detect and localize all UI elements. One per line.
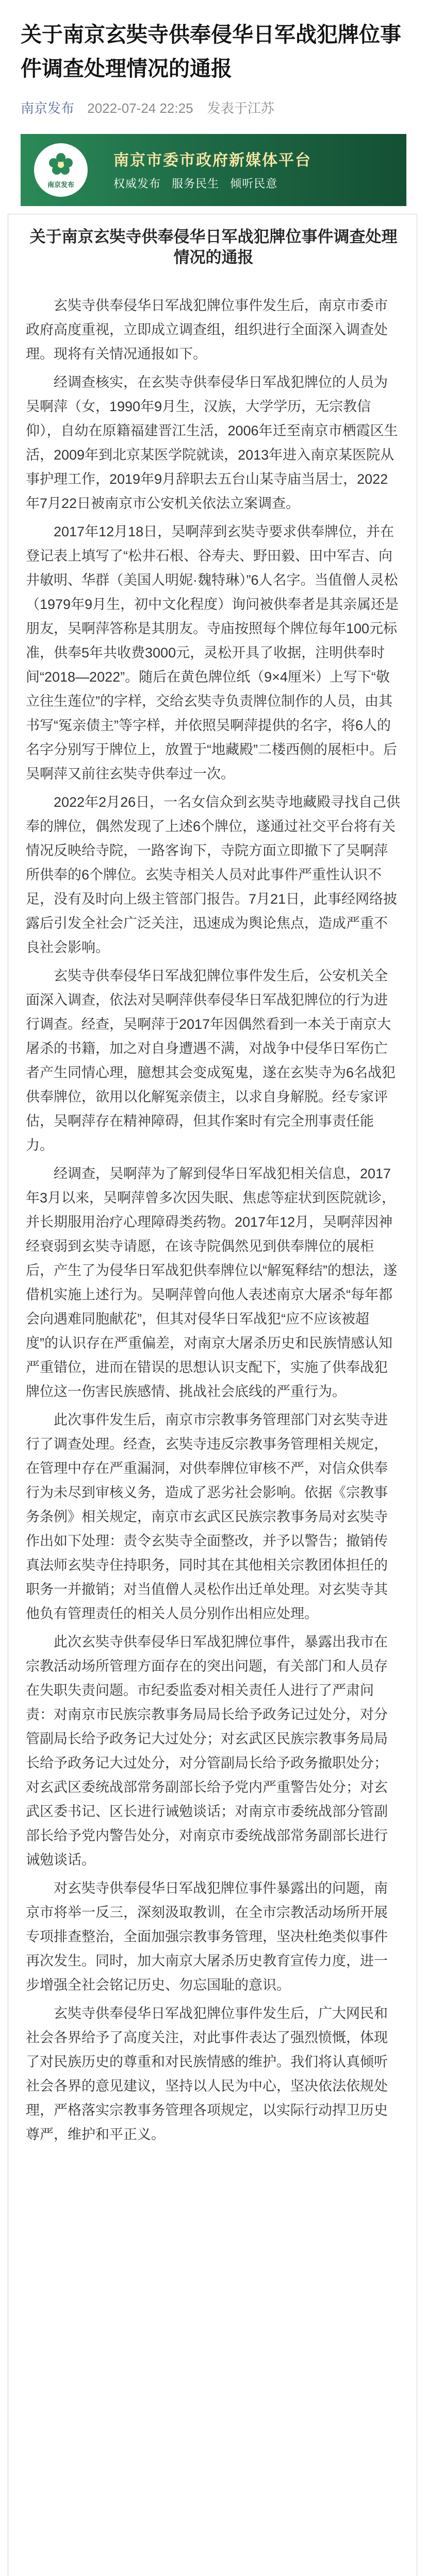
banner-slogan: 服务民生 bbox=[172, 177, 220, 190]
notice-body bbox=[26, 294, 401, 2151]
header-banner bbox=[21, 134, 406, 206]
paragraph: 此次事件发生后，南京市宗教事务管理部门对玄奘寺进行了调查处理。经查，玄奘寺违反宗教事务管理相关规定，在管理中存在严重漏洞，对供奉牌位审核不严，对信众供奉行为未尽到审核义务，造成了恶劣社会影响。依据《宗教事务条例》相关规定，南京市玄武区民族宗教事务局对玄奘寺作出如下处理：责令玄奘寺全面整改，并予以警告；撤销传真法师玄奘寺住持职务，同时其在其他相关宗教团体担任的职务一并撤销；对当值僧人灵松作出迁单处理。对玄奘寺其他负有管理责任的相关人员分别作出相应处理。 bbox=[26, 1412, 388, 1621]
paragraph: 对玄奘寺供奉侵华日军战犯牌位事件暴露出的问题，南京市将举一反三，深刻汲取教训，在全市宗教活动场所开展专项排查整治，全面加强宗教事务管理，坚决杜绝类似事件再次发生。同时，加大南京大屠杀历史教育宣传力度，进一步增强全社会铭记历史、勿忘国耻的意识。 bbox=[26, 1880, 388, 1993]
logo-label: 南京发布 bbox=[47, 181, 74, 189]
paragraph: 玄奘寺供奉侵华日军战犯牌位事件发生后，南京市委市政府高度重视，立即成立调查组，组织进行全面深入调查处理。现将有关情况通报如下。 bbox=[26, 298, 388, 362]
paragraph: 2022年2月26日，一名女信众到玄奘寺地藏殿寻找自己供奉的牌位，偶然发现了上述6个牌位，遂通过社交平台将有关情况反映给寺院，一路客询下，寺院方面立即撤下了吴啊萍所供奉的6个牌位。玄奘寺相关人员对此事件严重性认识不足，没有及时向上级主管部门报告。7月21日，此事经网络披露后引发全社会广泛关注，迅速成为舆论焦点，造成严重不良社会影响。 bbox=[26, 794, 401, 955]
article-meta bbox=[21, 98, 407, 117]
article-time: 2022-07-24 22:25 bbox=[87, 100, 193, 116]
notice-title: 关于南京玄奘寺供奉侵华日军战犯牌位事件调查处理情况的通报 bbox=[29, 228, 398, 266]
banner-slogans bbox=[113, 175, 392, 191]
plum-blossom-icon bbox=[40, 148, 81, 179]
banner-slogan: 倾听民意 bbox=[230, 177, 278, 190]
paragraph: 经调查核实，在玄奘寺供奉侵华日军战犯牌位的人员为吴啊萍（女，1990年9月生，汉族，大学学历，无宗教信仰），自幼在原籍福建晋江生活，2006年迁至南京市栖霞区生活，2009年到北京某医学院就读，2013年进入南京某医院从事护理工作，2019年9月辞职去五台山某寺庙当居士，2022年7月22日被南京市公安机关依法立案调查。 bbox=[26, 375, 398, 511]
banner-slogan: 权威发布 bbox=[113, 177, 161, 190]
article-title: 关于南京玄奘寺供奉侵华日军战犯牌位事件调查处理情况的通报 bbox=[21, 23, 401, 80]
article-source-link[interactable]: 南京发布 bbox=[21, 100, 75, 116]
nanjing-fabu-logo bbox=[34, 143, 88, 197]
paragraph: 玄奘寺供奉侵华日军战犯牌位事件发生后，广大网民和社会各界给予了高度关注，对此事件表达了强烈愤慨，体现了对民族历史的尊重和对民族情感的维护。我们将认真倾听社会各界的意见建议，坚持以人民为中心，坚决依法依规处理，严格落实宗教事务管理各项规定，以实际行动捍卫历史尊严，维护和平正义。 bbox=[26, 2006, 388, 2142]
paragraph: 经调查，吴啊萍为了解到侵华日军战犯相关信息，2017年3月以来，吴啊萍曾多次因失眠、焦虑等症状到医院就诊，并长期服用治疗心理障碍类药物。2017年12月，吴啊萍因神经衰弱到玄奘寺请愿，在该寺院偶然见到供奉牌位的展柜后，产生了为侵华日军战犯供奉牌位以“解冤释结”的想法，遂借机实施上述行为。吴啊萍曾向他人表述南京大屠杀“每年都会向遇难同胞献花”，但其对侵华日军战犯“应不应该被超度”的认识存在严重偏差，对南京大屠杀历史和民族情感认知严重错位，进而在错误的思想认识支配下，实施了供奉战犯牌位这一伤害民族感情、挑战社会底线的严重行为。 bbox=[26, 1166, 397, 1399]
paragraph: 玄奘寺供奉侵华日军战犯牌位事件发生后，公安机关全面深入调查，依法对吴啊萍供奉侵华日军战犯牌位的行为进行调查。经查，吴啊萍于2017年因偶然看到一本关于南京大屠杀的书籍，加之对自身遭遇不满，对战争中侵华日军伤亡者产生同情心理，臆想其会变成冤鬼，遂在玄奘寺为6名战犯供奉牌位，欲用以化解冤亲债主，以求自身解脱。经专家评估，吴啊萍存在精神障碍，但其作案时有完全刑事责任能力。 bbox=[26, 968, 396, 1153]
paragraph: 此次玄奘寺供奉侵华日军战犯牌位事件，暴露出我市在宗教活动场所管理方面存在的突出问题，有关部门和人员存在失职失责问题。市纪委监委对相关责任人进行了严肃问责：对南京市民族宗教事务局局长给予政务记过处分，对分管副局长给予政务记大过处分；对玄武区民族宗教事务局局长给予政务记大过处分，对分管副局长给予政务撤职处分；对玄武区委统战部常务副部长给予党内严重警告处分；对玄武区委书记、区长进行诫勉谈话；对南京市委统战部分管副部长给予党内警告处分，对南京市委统战部常务副部长进行诫勉谈话。 bbox=[26, 1634, 388, 1868]
banner-platform-name: 南京市委市政府新媒体平台 bbox=[113, 152, 311, 169]
paragraph: 2017年12月18日，吴啊萍到玄奘寺要求供奉牌位，并在登记表上填写了“松井石根、谷寿夫、野田毅、田中军吉、向井敏明、华群（美国人明妮·魏特琳）”6人名字。当值僧人灵松（1979年9月生，初中文化程度）询问被供奉者是其亲属还是朋友，吴啊萍答称是其朋友。寺庙按照每个牌位每年100元标准，供奉5年共收费3000元，灵松开具了收据，注明供奉时间“2018—2022”。随后在黄色牌位纸（9×4厘米）上写下“敬立往生莲位”的字样，交给玄奘寺负责牌位制作的人员，由其书写“冤亲债主”等字样，并依照吴啊萍提供的名字，将6人的名字分别写于牌位上，放置于“地藏殿”二楼西侧的展柜中。后吴啊萍又前往玄奘寺供奉过一次。 bbox=[26, 524, 399, 782]
article-location: 发表于江苏 bbox=[207, 100, 274, 116]
